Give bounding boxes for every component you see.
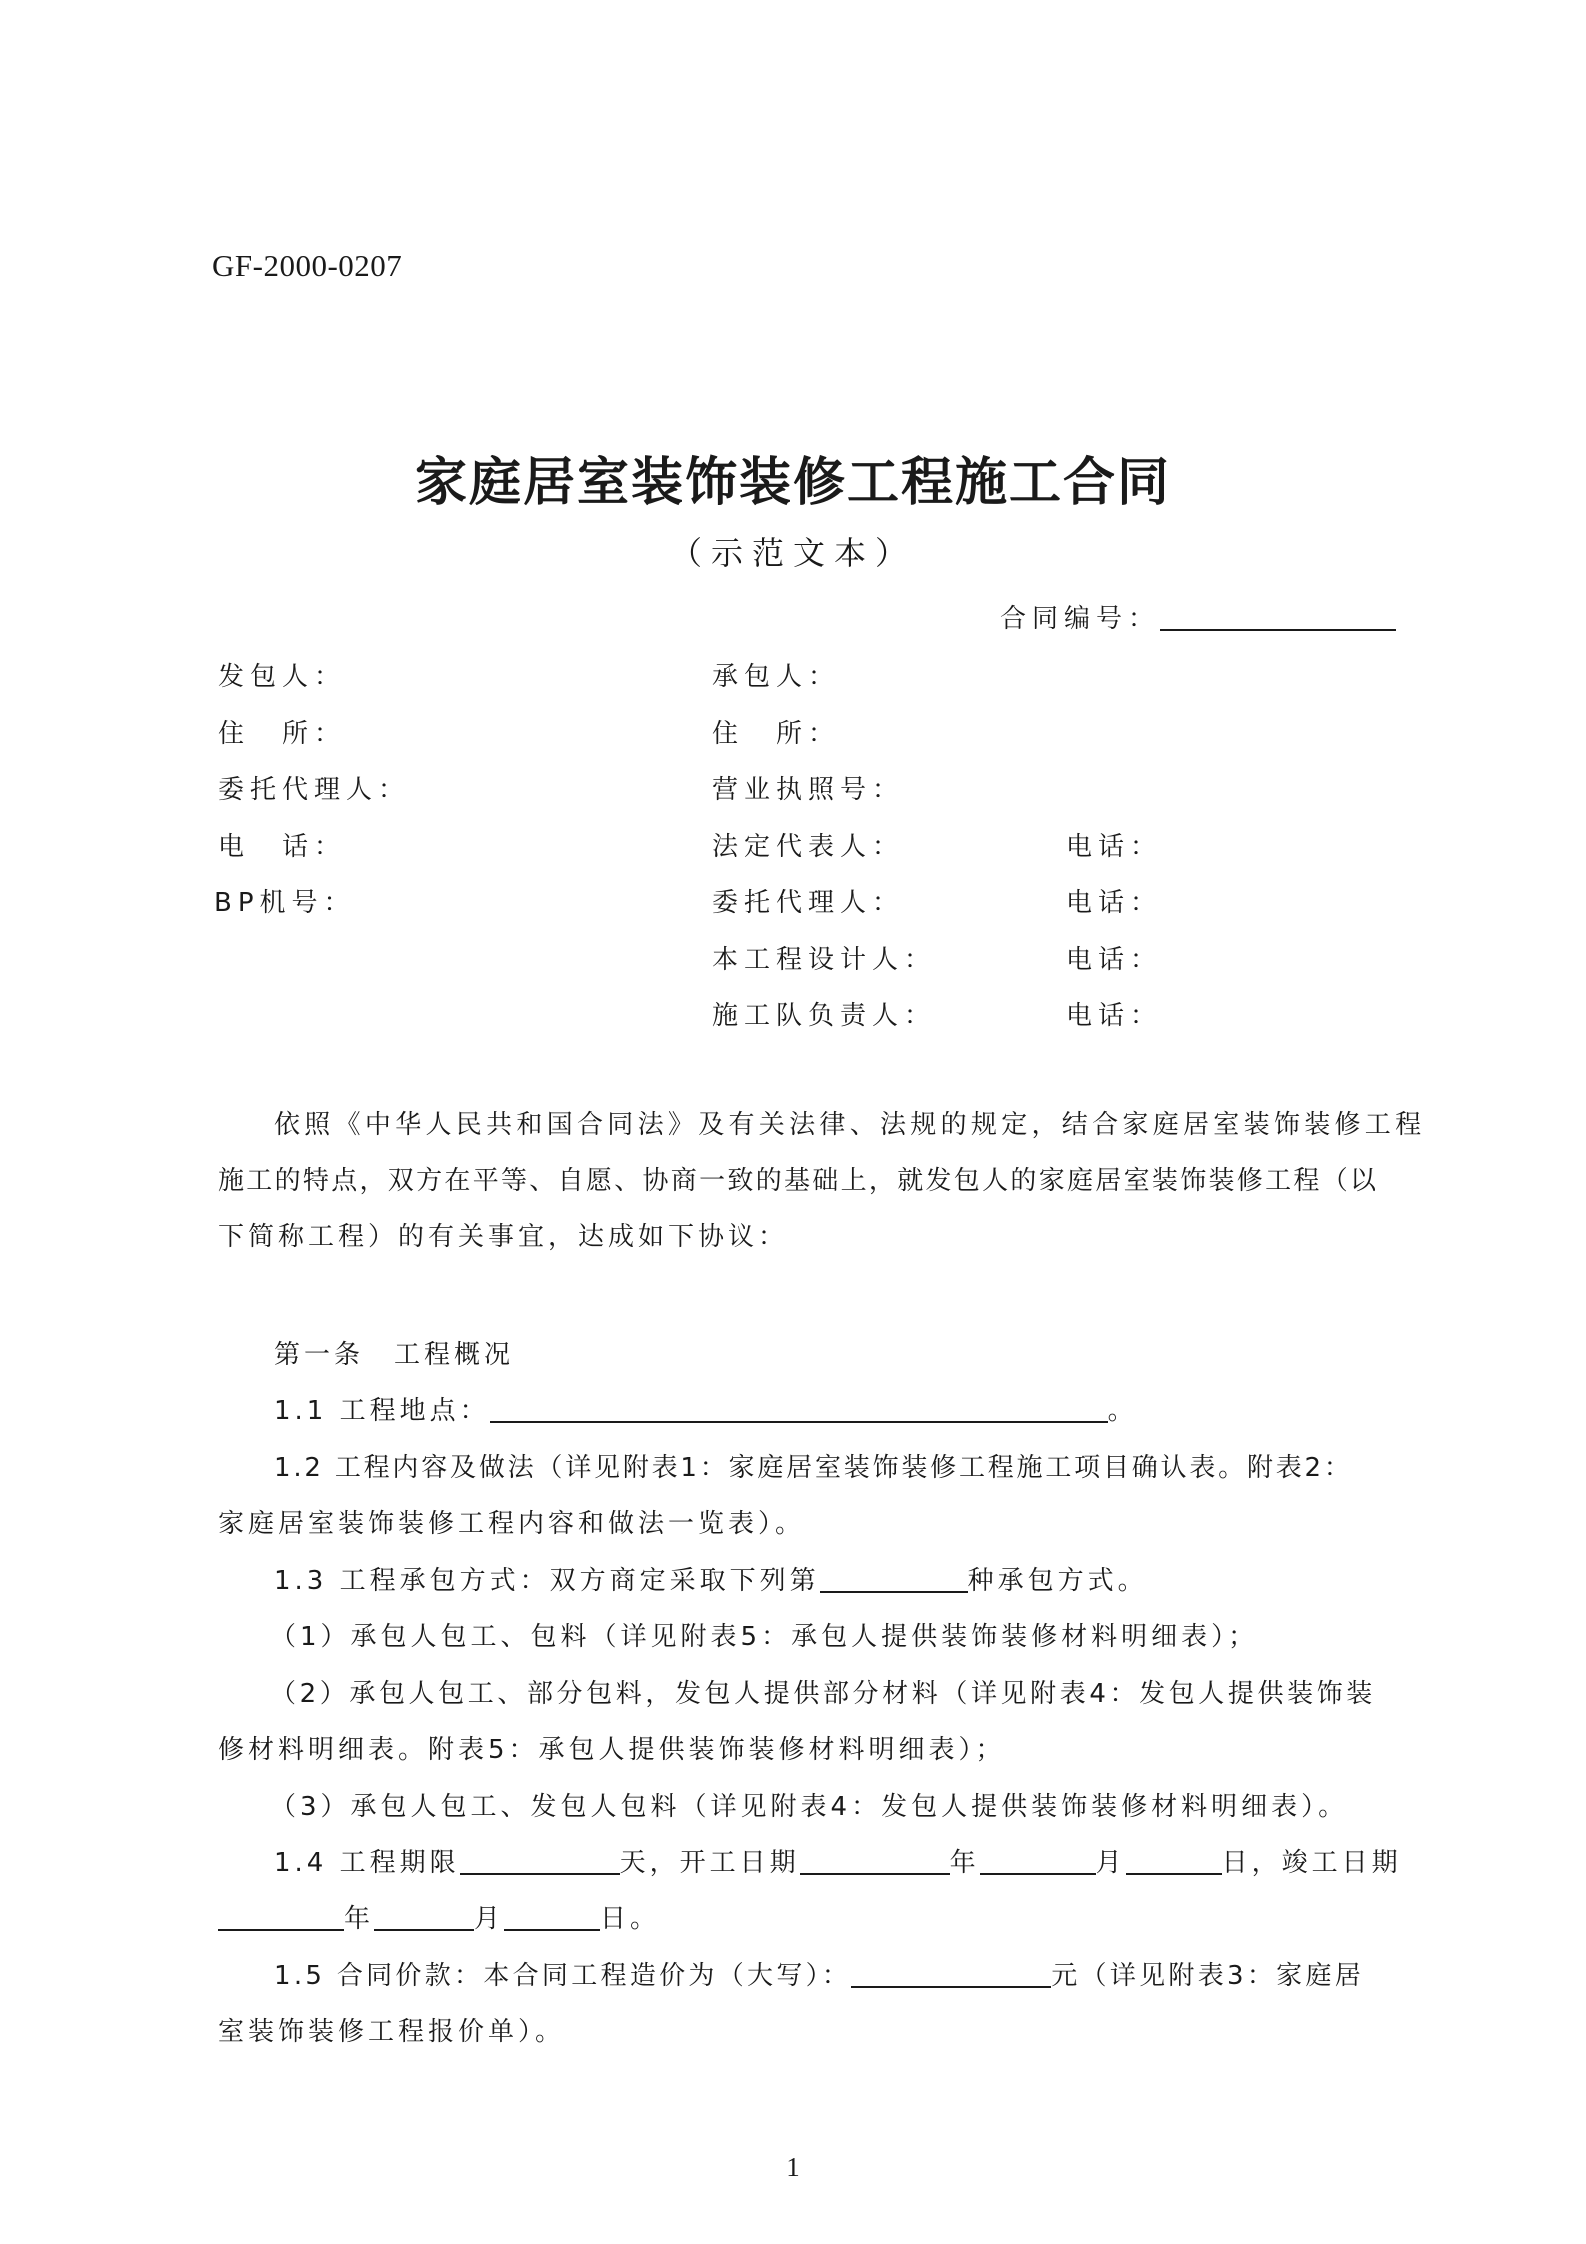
designer-phone-label: 电话：	[1066, 945, 1163, 975]
crew-leader-phone-label: 电话：	[1066, 1001, 1163, 1031]
contractor-address-label: 住 所：	[712, 719, 841, 749]
end-year-blank[interactable]	[218, 1905, 344, 1931]
clause-1-4-start-label: 天，开工日期	[619, 1848, 800, 1878]
option-2-line-2: 修材料明细表。附表5：承包人提供装饰装修材料明细表）；	[218, 1735, 1006, 1765]
contract-number-line	[1000, 598, 1396, 635]
clause-1-2-line-2: 家庭居室装饰装修工程内容和做法一览表）。	[218, 1509, 806, 1539]
client-bp-label: BP机号：	[214, 888, 356, 918]
clause-1-5-line-1	[274, 1955, 1364, 1992]
clause-1-4-label: 1.4 工程期限	[274, 1848, 460, 1878]
preamble-line-2: 施工的特点，双方在平等、自愿、协商一致的基础上，就发包人的家庭居室装饰装修工程（以	[218, 1166, 1379, 1196]
start-month-blank[interactable]	[980, 1849, 1096, 1875]
contract-price-blank[interactable]	[851, 1962, 1051, 1988]
document-subtitle: （示范文本）	[669, 534, 916, 572]
clause-1-5-line-2: 室装饰装修工程报价单）。	[218, 2017, 566, 2047]
start-year-blank[interactable]	[800, 1849, 950, 1875]
preamble-line-1: 依照《中华人民共和国合同法》及有关法律、法规的规定，结合家庭居室装饰装修工程	[274, 1110, 1426, 1140]
clause-1-5-label: 1.5 合同价款：本合同工程造价为（大写）：	[274, 1961, 852, 1991]
start-month-label: 月	[1095, 1848, 1126, 1878]
end-day-label: 日。	[600, 1904, 661, 1934]
clause-1-4-line-1	[274, 1842, 1402, 1879]
page-number: 1	[786, 2152, 800, 2182]
client-phone-label: 电 话：	[218, 832, 347, 862]
agent-phone-label: 电话：	[1066, 888, 1163, 918]
end-day-blank[interactable]	[504, 1905, 600, 1931]
clause-1-3-end: 种承包方式。	[967, 1566, 1148, 1596]
legal-rep-label: 法定代表人：	[712, 832, 905, 862]
crew-leader-label: 施工队负责人：	[712, 1001, 937, 1031]
option-1: （1）承包人包工、包料（详见附表5：承包人提供装饰装修材料明细表）；	[270, 1622, 1259, 1652]
start-year-label: 年	[949, 1848, 980, 1878]
clause-1-1-label: 1.1 工程地点：	[274, 1396, 490, 1426]
clause-1-1	[274, 1390, 1138, 1427]
contractor-agent-label: 委托代理人：	[712, 888, 905, 918]
article-1-heading: 第一条 工程概况	[274, 1340, 515, 1370]
end-month-label: 月	[474, 1904, 505, 1934]
business-license-label: 营业执照号：	[712, 775, 905, 805]
preamble-line-3: 下简称工程）的有关事宜，达成如下协议：	[218, 1222, 789, 1252]
clause-1-4-line-2	[218, 1898, 660, 1935]
option-3: （3）承包人包工、发包人包料（详见附表4：发包人提供装饰装修材料明细表）。	[270, 1792, 1349, 1822]
clause-1-1-end: 。	[1107, 1396, 1138, 1426]
start-day-blank[interactable]	[1126, 1849, 1222, 1875]
legal-rep-phone-label: 电话：	[1066, 832, 1163, 862]
contract-mode-blank[interactable]	[820, 1567, 968, 1593]
document-code: GF-2000-0207	[212, 248, 403, 283]
end-year-label: 年	[344, 1904, 375, 1934]
clause-1-3	[274, 1560, 1148, 1597]
client-address-label: 住 所：	[218, 719, 347, 749]
duration-days-blank[interactable]	[460, 1849, 620, 1875]
clause-1-5-yuan: 元（详见附表3：家庭居	[1051, 1961, 1365, 1991]
client-label: 发包人：	[218, 662, 347, 692]
designer-label: 本工程设计人：	[712, 945, 937, 975]
project-location-blank[interactable]	[490, 1397, 1108, 1423]
option-2-line-1: （2）承包人包工、部分包料，发包人提供部分材料（详见附表4：发包人提供装饰装	[270, 1679, 1376, 1709]
clause-1-2-line-1: 1.2 工程内容及做法（详见附表1：家庭居室装饰装修工程施工项目确认表。附表2：	[274, 1453, 1353, 1483]
clause-1-3-label: 1.3 工程承包方式：双方商定采取下列第	[274, 1566, 820, 1596]
client-agent-label: 委托代理人：	[218, 775, 411, 805]
clause-1-4-end-label: 日，竣工日期	[1221, 1848, 1402, 1878]
contract-number-blank[interactable]	[1160, 605, 1396, 631]
document-title: 家庭居室装饰装修工程施工合同	[414, 452, 1171, 513]
contractor-label: 承包人：	[712, 662, 841, 692]
end-month-blank[interactable]	[374, 1905, 474, 1931]
contract-number-label: 合同编号：	[1000, 604, 1161, 634]
